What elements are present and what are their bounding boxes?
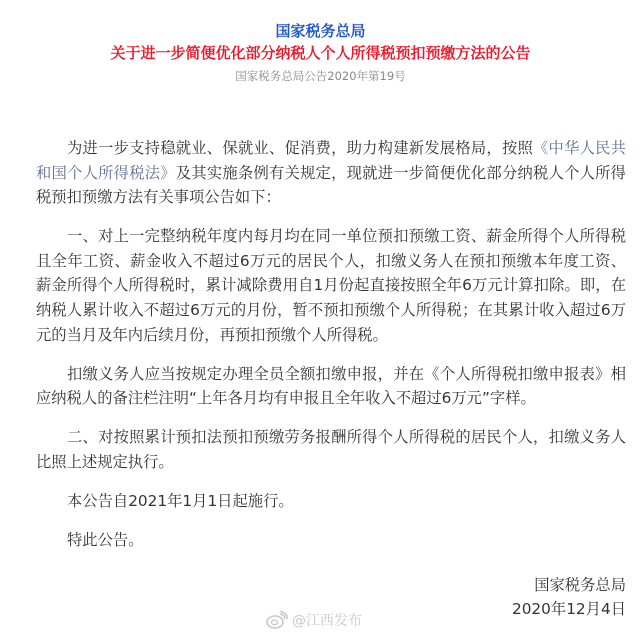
text-line: 比照上述规定执行。 [36,453,174,472]
law-link[interactable]: 和国个人所得税法》 [36,163,176,182]
text-line: 二、对按照累计预扣法预扣预缴劳务报酬所得个人所得税的居民个人，扣缴义务人 [67,428,626,447]
paragraph-effective-date [36,489,626,514]
paragraph-withholding [36,362,626,411]
text-line: 元的当月及年内后续月份，再预扣预缴个人所得税。 [36,325,388,344]
paragraph-item-1 [36,224,626,347]
signature-date: 2020年12月4日 [511,600,626,618]
issuer-heading: 国家税务总局 [275,22,366,40]
text-line: 税预扣预缴方法有关事项公告如下： [36,188,281,207]
paragraph-closing [36,528,626,553]
law-link[interactable]: 《中华人民共 [533,139,626,157]
text-line: 一、对上一完整纳税年度内每月均在同一单位预扣预缴工资、薪金所得个人所得税 [67,227,626,246]
text-line: 本公告自2021年1月1日起施行。 [67,492,294,511]
paragraph-item-2 [36,425,626,474]
paragraph-intro [36,136,626,210]
text-line: 应纳税人的备注栏注明“上年各月均有申报且全年收入不超过6万元”字样。 [36,389,536,408]
text-line: 纳税人累计收入不超过6万元的月份，暂不预扣预缴个人所得税；在其累计收入超过6万 [36,301,626,320]
document-number: 国家税务总局公告2020年第19号 [235,69,406,83]
weibo-icon [266,611,288,629]
watermark [266,610,362,630]
text-line [36,161,626,186]
text-line: 扣缴义务人应当按规定办理全员全额扣缴申报，并在《个人所得税扣缴申报表》相 [67,364,626,383]
text-line: 薪金所得个人所得税时，累计减除费用自1月份起直接按照全年6万元计算扣除。即，在 [36,276,626,295]
announcement-body [36,136,626,567]
text-line: 且全年工资、薪金收入不超过6万元的居民个人，扣缴义务人在预扣预缴本年度工资、 [36,251,626,270]
text-line [36,136,626,161]
announcement-title: 关于进一步简便优化部分纳税人个人所得税预扣预缴方法的公告 [110,44,531,62]
text-line: 特此公告。 [67,531,144,550]
signature-issuer: 国家税务总局 [534,576,626,594]
text: 为进一步支持稳就业、保就业、促消费，助力构建新发展格局，按照 [67,139,534,157]
watermark-text: @江西发布 [292,613,362,629]
text: 及其实施条例有关规定，现就进一步简便优化部分纳税人个人所得 [175,163,626,182]
